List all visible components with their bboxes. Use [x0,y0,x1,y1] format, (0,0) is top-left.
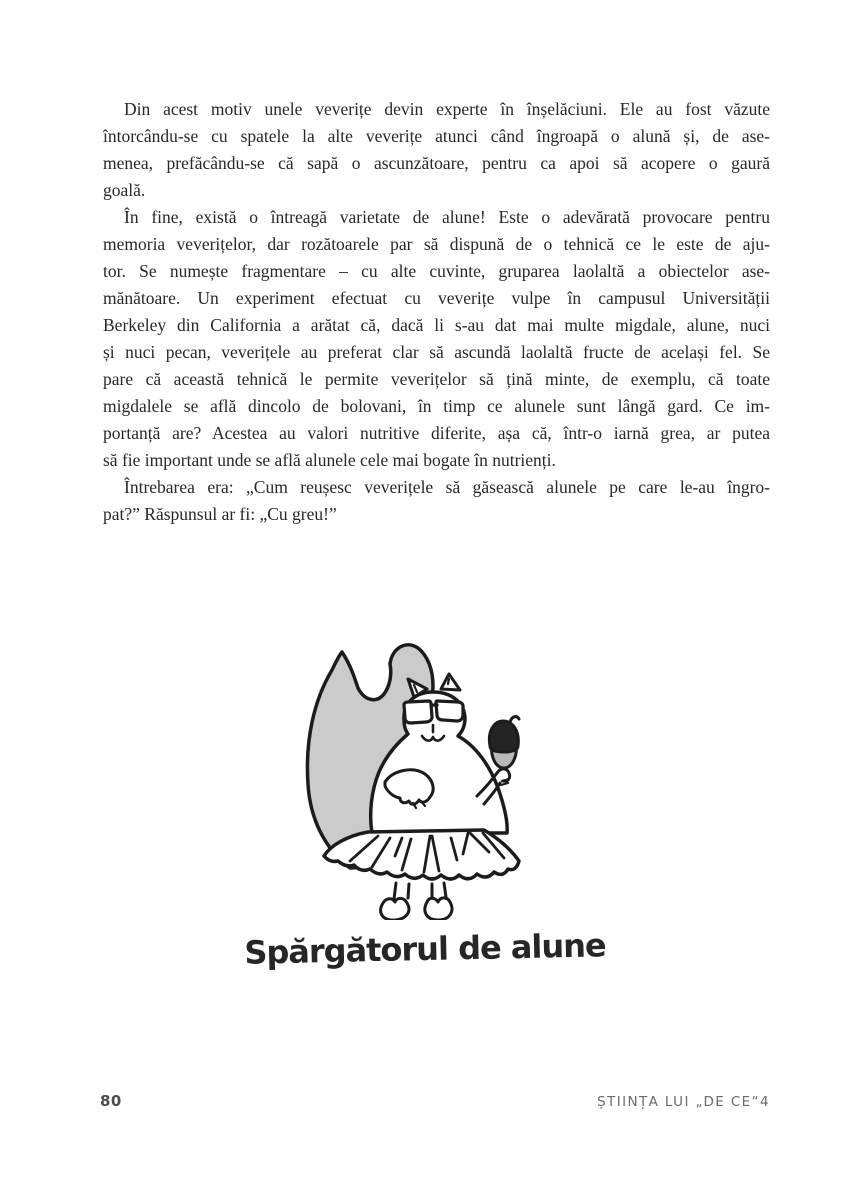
text-line: migdalele se află dincolo de bolovani, în timp ce alunele sunt lângă gard. Ce im- [103,396,770,416]
text-line: Berkeley din California a arătat că, dacă li s-au dat mai multe migdale, alune, nuci [103,315,770,335]
text-line: În fine, există o întreagă varietate de alune! Este o adevărată provocare pentru [124,207,770,227]
left-shoe [381,898,409,920]
acorn [489,717,519,768]
page-number: 80 [100,1092,122,1110]
acorn-cap [489,721,518,752]
acorn-stem [510,717,519,722]
text-line: memoria veverițelor, dar rozătoarele par să dispună de o tehnică ce le este de aju- [103,234,770,254]
body-text [103,96,770,528]
text-line: Întrebarea era: „Cum reușesc veverițele să găsească alunele pe care le-au îngro- [124,477,770,497]
text-line: întorcându-se cu spatele la alte veverițe atunci când îngroapă o alună și, de ase- [103,126,770,146]
page-footer [100,1092,770,1112]
text-line: să fie important unde se află alunele cele mai bogate în nutrienți. [103,450,556,470]
text-line: goală. [103,180,146,200]
running-title: ȘTIINȚA LUI „DE CE“4 [597,1094,770,1110]
squirrel-feet [381,883,452,920]
right-shoe [425,898,452,920]
text-line: pat?” Răspunsul ar fi: „Cu greu!” [103,504,337,524]
text-line: mănătoare. Un experiment efectuat cu veverițe vulpe în campusul Universității [103,288,770,308]
text-line: portanță are? Acestea au valori nutritive diferite, așa că, într-o iarnă grea, ar putea [103,423,770,443]
text-line: tor. Se numește fragmentare – cu alte cuvinte, gruparea laolaltă a obiectelor ase- [103,261,770,281]
text-line: și nuci pecan, veverițele au preferat clar să ascundă laolaltă fructe de același fel. Se [103,342,770,362]
squirrel-illustration [280,620,580,920]
illustration-caption: Spărgătorul de alune [243,926,607,972]
text-line: menea, prefăcându-se că sapă o ascunzătoare, pentru ca apoi să acopere o gaură [103,153,770,173]
text-line: pare că această tehnică le permite veverițelor să țină minte, de exemplu, că toate [103,369,770,389]
tutu-skirt [324,830,519,879]
text-line: Din acest motiv unele veverițe devin experte în înșelăciuni. Ele au fost văzute [124,99,770,119]
